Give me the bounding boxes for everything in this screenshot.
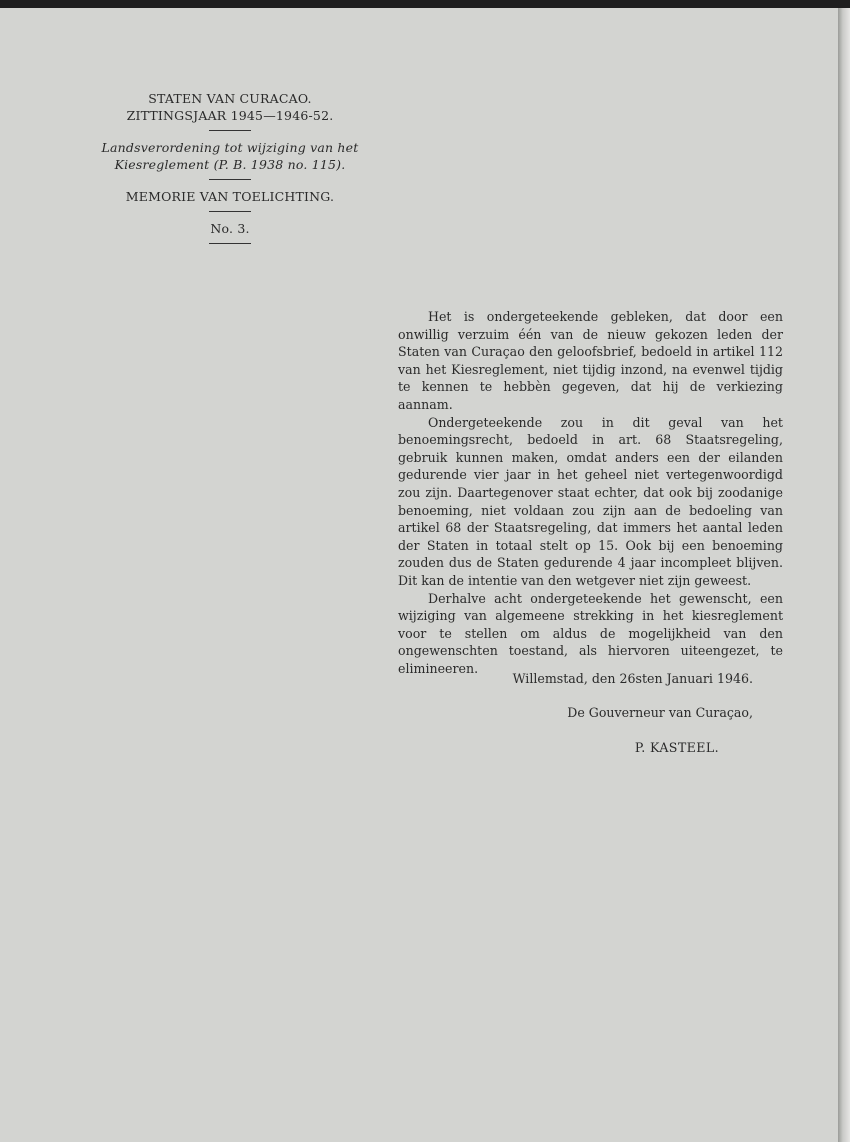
paragraph-2: Ondergeteekende zou in dit geval van het benoemingsrecht, bedoeld in art. 68 Staatsregeling, gebruik kunnen maken, omdat anders een der eilanden gedurende vier jaar in het geheel niet vertegenwoordigd zou zijn. Daartegenover staat echter, dat ook bij zoodanige benoeming, niet voldaan zou zijn aan de bedoeling van artikel 68 der Staatsregeling, dat immers het aantal leden der Staten in totaal stelt op 15. Ook bij een benoeming zouden dus de Staten gedurende 4 jaar incompleet blijven. Dit kan de intentie van den wetgever niet zijn geweest. <box>398 414 783 588</box>
header-divider <box>209 211 251 212</box>
header-divider <box>209 179 251 180</box>
session-year: ZITTINGSJAAR 1945—1946-52. <box>126 108 334 123</box>
assembly-name: STATEN VAN CURACAO. <box>148 91 312 106</box>
signatory-name: P. KASTEEL. <box>634 740 719 755</box>
explanatory-memorandum-body <box>398 308 783 677</box>
header-divider <box>209 130 251 131</box>
header-divider <box>209 243 251 244</box>
subject-line-2: Kiesreglement (P. B. 1938 no. 115). <box>114 157 346 172</box>
place-and-date: Willemstad, den 26sten Januari 1946. <box>512 671 753 686</box>
document-type: MEMORIE VAN TOELICHTING. <box>125 189 335 204</box>
signatory-title: De Gouverneur van Curaçao, <box>567 705 753 720</box>
paragraph-3: Derhalve acht ondergeteekende het gewenscht, een wijziging van algemeene strekking in het kiesreglement voor te stellen om aldus de mogelijkheid van den ongewenschten toestand, als hiervoren uiteengezet, te elimineeren. <box>398 590 783 676</box>
document-header <box>70 90 390 252</box>
paragraph-1: Het is ondergeteekende gebleken, dat door een onwillig verzuim één van de nieuw gekozen leden der Staten van Curaçao den geloofsbrief, bedoeld in artikel 112 van het Kiesreglement, niet tijdig inzond, na evenwel tijdig te kennen te hebbèn gegeven, dat hij de verkiezing aannam. <box>398 309 783 412</box>
page-edge <box>838 8 850 1142</box>
document-page <box>0 8 838 1142</box>
subject-line-1: Landsverordening tot wijziging van het <box>101 140 359 155</box>
document-number: No. 3. <box>210 221 250 236</box>
